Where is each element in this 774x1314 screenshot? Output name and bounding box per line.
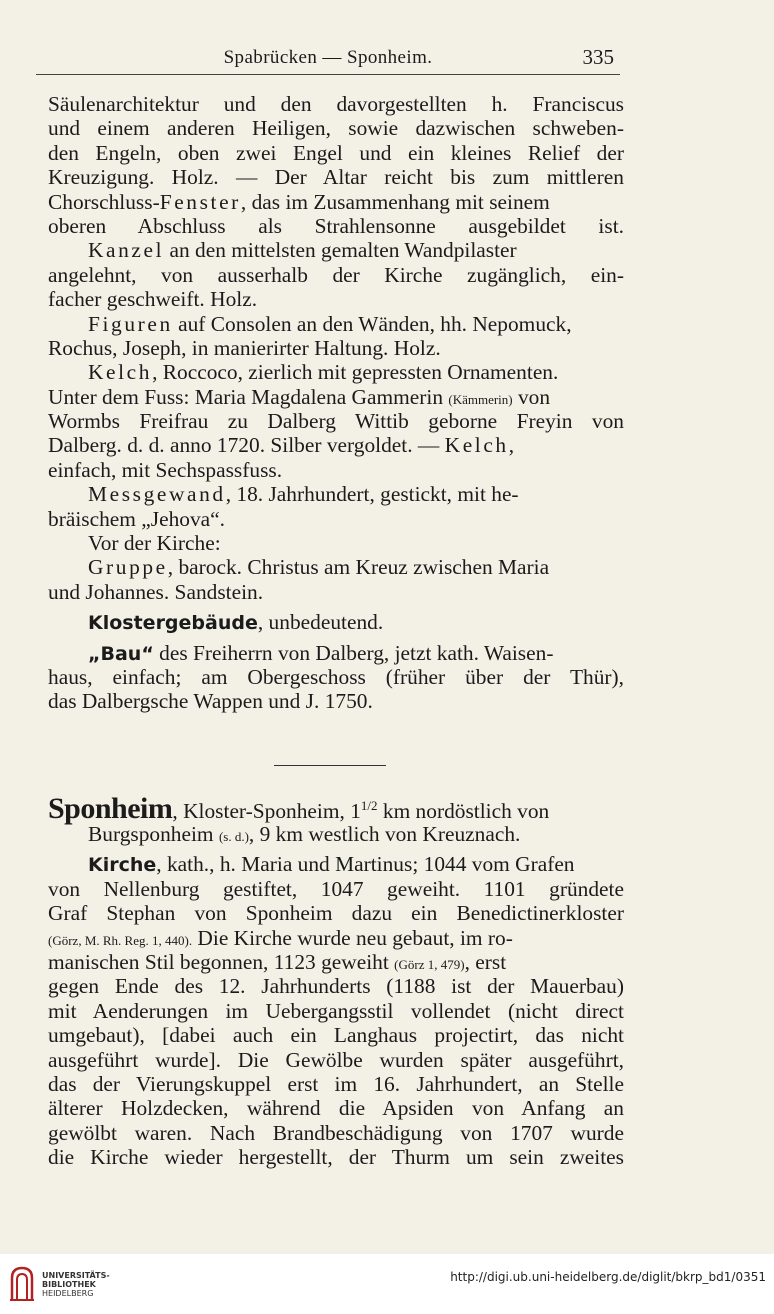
text-line: und Johannes. Sandstein.: [48, 579, 264, 604]
section-divider: [274, 765, 386, 766]
sponheim-entry: [48, 790, 624, 1169]
text-line: das Dalbergsche Wappen und J. 1750.: [48, 689, 373, 714]
text-line: (Görz, M. Rh. Reg. 1, 440). Die Kirche wurde neu gebaut, im ro-: [48, 925, 513, 950]
paragraph-gruppe: Gruppe, barock. Christus am Kreuz zwischen Maria: [88, 555, 550, 580]
paragraph-messgewand: Messgewand, 18. Jahrhundert, gestickt, mit he-: [88, 482, 519, 507]
text-line: oberen Abschluss als Strahlensonne ausgebildet ist.: [48, 213, 624, 238]
text-line: den Engeln, oben zwei Engel und ein kleines Relief der: [48, 140, 624, 165]
library-name: UNIVERSITÄTS- BIBLIOTHEK HEIDELBERG: [42, 1271, 110, 1298]
text-line: Unter dem Fuss: Maria Magdalena Gammerin (Kämmerin) von: [48, 384, 551, 409]
text-line: Dalberg. d. d. anno 1720. Silber vergoldet. — Kelch,: [48, 433, 515, 458]
text-line: manischen Stil begonnen, 1123 geweiht (Görz 1, 479), erst: [48, 949, 507, 974]
text-line: Wormbs Freifrau zu Dalberg Wittib geborne Freyin von: [48, 409, 624, 434]
text-line: Graf Stephan von Sponheim dazu ein Benedictinerkloster: [48, 901, 624, 926]
paragraph-kanzel: Kanzel an den mittelsten gemalten Wandpilaster: [88, 238, 517, 263]
running-title: Spabrücken — Sponheim.: [223, 47, 433, 68]
text-line: Rochus, Joseph, in manierirter Haltung. Holz.: [48, 335, 441, 360]
text-line: das der Vierungskuppel erst im 16. Jahrhundert, an Stelle: [48, 1071, 624, 1096]
text-line: gegen Ende des 12. Jahrhunderts (1188 ist der Mauerbau): [48, 974, 624, 999]
paragraph-bau: „Bau“ des Freiherrn von Dalberg, jetzt kath. Waisen-: [88, 640, 554, 665]
page-number: 335: [582, 45, 614, 69]
spabruecken-text: [48, 92, 624, 714]
text-line: Burgsponheim (s. d.), 9 km westlich von Kreuznach.: [88, 822, 521, 846]
text-line: umgebaut), [dabei auch ein Langhaus projectirt, das nicht: [48, 1023, 624, 1048]
running-header: [36, 44, 620, 75]
text-line: angelehnt, von ausserhalb der Kirche zugänglich, ein-: [48, 262, 624, 287]
entry-heading-line: Sponheim, Kloster-Sponheim, $1^{1/2}$ km nordöstlich von: [48, 792, 550, 826]
text-line: gewölbt waren. Nach Brandbeschädigung von 1707 wurde: [48, 1120, 624, 1145]
text-line: die Kirche wieder hergestellt, der Thurm um sein zweites: [48, 1145, 624, 1170]
text-line: mit Aenderungen im Uebergangsstil vollendet (nicht direct: [48, 998, 624, 1023]
text-line: Kreuzigung. Holz. — Der Altar reicht bis zum mittleren: [48, 165, 624, 190]
text-line: Chorschluss-Fenster, das im Zusammenhang mit seinem: [48, 189, 550, 214]
paragraph-kelch: Kelch, Roccoco, zierlich mit gepressten Ornamenten.: [88, 360, 559, 385]
text-line: älterer Holzdecken, während die Apsiden von Anfang an: [48, 1096, 624, 1121]
text-line: einfach, mit Sechspassfuss.: [48, 457, 283, 482]
text-line: Säulenarchitektur und den davorgestellten h. Franciscus: [48, 92, 624, 116]
text-line: facher geschweift. Holz.: [48, 287, 258, 312]
paragraph-kirche: Kirche, kath., h. Maria und Martinus; 1044 vom Grafen: [88, 852, 575, 877]
text-line: von Nellenburg gestiftet, 1047 geweiht. 1101 gründete: [48, 876, 624, 901]
text-line: haus, einfach; am Obergeschoss (früher über der Thür),: [48, 664, 624, 689]
university-library-logo-icon[interactable]: [8, 1264, 36, 1302]
heading-klostergebaeude: Klostergebäude, unbedeutend.: [88, 610, 384, 635]
permalink-url[interactable]: http://digi.ub.uni-heidelberg.de/diglit/bkrp_bd1/0351: [450, 1270, 766, 1284]
place-headword: Sponheim: [48, 792, 173, 826]
paragraph-vor-der-kirche: Vor der Kirche:: [88, 531, 221, 556]
paragraph-figuren: Figuren auf Consolen an den Wänden, hh. Nepomuck,: [88, 311, 572, 336]
text-line: bräischem „Jehova“.: [48, 506, 225, 531]
digitization-footer: [0, 1254, 774, 1314]
text-line: ausgeführt wurde]. Die Gewölbe wurden später ausgeführt,: [48, 1047, 624, 1072]
text-line: und einem anderen Heiligen, sowie dazwischen schweben-: [48, 116, 624, 141]
